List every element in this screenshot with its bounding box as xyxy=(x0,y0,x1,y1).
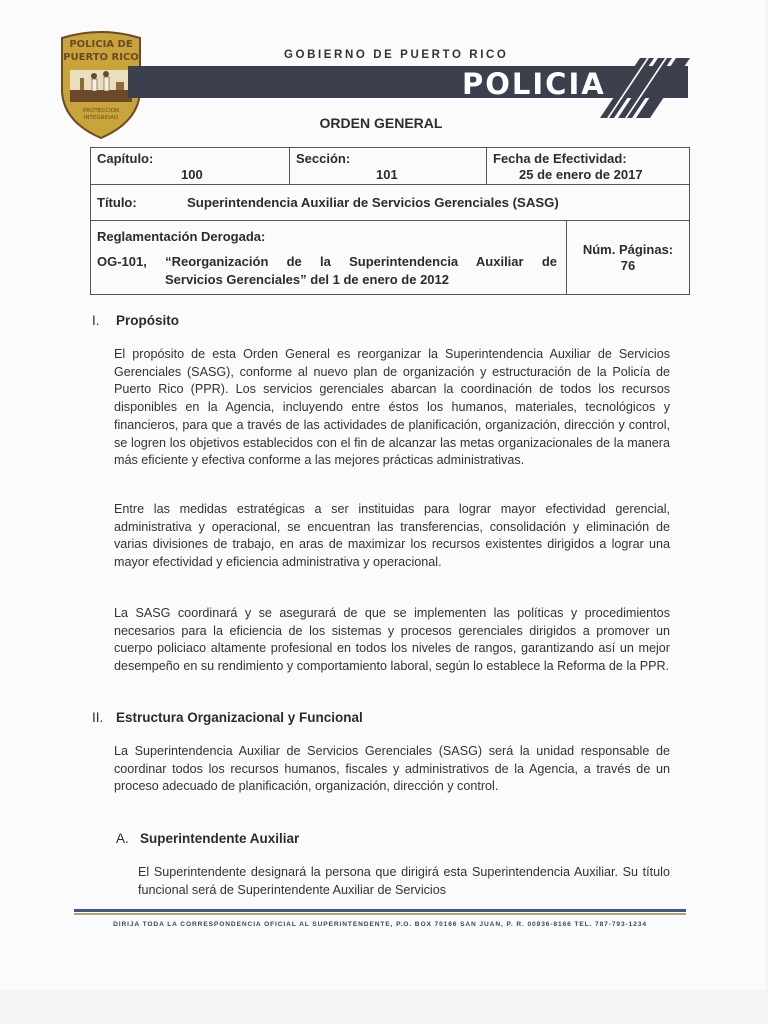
effective-date-value: 25 de enero de 2017 xyxy=(519,167,643,182)
section-2-title: Estructura Organizacional y Funcional xyxy=(116,710,363,725)
info-table xyxy=(90,147,690,295)
section-value: 101 xyxy=(376,167,398,182)
badge-line-1: POLICIA DE xyxy=(69,39,133,50)
footer-rule-blue xyxy=(74,909,686,912)
government-title: GOBIERNO DE PUERTO RICO xyxy=(284,49,509,61)
repealed-cell xyxy=(91,221,567,294)
document-type: ORDEN GENERAL xyxy=(319,115,443,131)
subsection-a-paragraph-1: El Superintendente designará la persona que dirigirá esta Superintendencia Auxiliar. Su título funcional será de Superintendente Auxiliar de Servicios xyxy=(138,865,670,897)
section-1-paragraph-3: La SASG coordinará y se asegurará de que se implementen las políticas y procedimientos necesarios para la eficiencia de los sistemas y procesos gerenciales dirigidos a promover un cuerpo policiaco altamente profesional en todos los niveles de rangos, garantizando así un mejor desempeño en su rendimiento y comportamiento laboral, según lo establece la Reforma de la PPR. xyxy=(114,606,670,674)
section-2-heading xyxy=(92,710,363,725)
table-row xyxy=(91,185,689,221)
badge-line-2: PUERTO RICO xyxy=(63,52,139,63)
badge-motto-1: PROTECCION xyxy=(82,108,120,114)
pages-label: Núm. Páginas: xyxy=(582,242,674,257)
title-label: Título: xyxy=(97,195,137,210)
chapter-value: 100 xyxy=(181,167,203,182)
section-1-number: I. xyxy=(92,313,100,328)
pages-cell xyxy=(567,221,689,294)
subsection-a-title: Superintendente Auxiliar xyxy=(140,831,300,846)
section-2-paragraph-1: La Superintendencia Auxiliar de Servicios Gerenciales (SASG) será la unidad responsable de coordinar todos los recursos humanos, fiscales y administrativos de la Agencia, a través de un proceso adecuado de planificación, organización, dirección y control. xyxy=(114,744,670,794)
chapter-label: Capítulo: xyxy=(97,151,154,166)
effective-date-cell xyxy=(487,148,689,184)
footer-contact-line: DIRIJA TODA LA CORRESPONDENCIA OFICIAL AL SUPERINTENDENTE, P.O. BOX 70166 SAN JUAN, P. R. 00936-8166 TEL. 787-793-1234 xyxy=(113,921,647,928)
subsection-a-heading xyxy=(116,831,299,846)
section-1-title: Propósito xyxy=(116,313,179,328)
effective-date-label: Fecha de Efectividad: xyxy=(493,151,627,166)
subsection-a-letter: A. xyxy=(116,831,129,846)
section-cell xyxy=(290,148,487,184)
repealed-line-1: OG-101, “Reorganización de la Superintendencia Auxiliar de xyxy=(97,254,557,269)
title-value: Superintendencia Auxiliar de Servicios Gerenciales (SASG) xyxy=(187,195,559,210)
policia-wordmark: POLICIA xyxy=(462,67,606,101)
footer-rule-gold xyxy=(74,913,686,915)
section-1-heading xyxy=(92,313,179,328)
section-1-paragraph-2: Entre las medidas estratégicas a ser instituidas para lograr mayor efectividad gerencial, administrativa y operacional, se encuentran las transferencias, consolidación y eliminación de varias divisiones de trabajo, en aras de maximizar los recursos existentes dirigidos a lograr una mayor efectividad y eficiencia administrativa y operacional. xyxy=(114,502,670,570)
section-2-number: II. xyxy=(92,710,104,725)
table-row xyxy=(91,221,689,294)
section-label: Sección: xyxy=(296,151,351,166)
repealed-line-2: Servicios Gerenciales” del 1 de enero de 2012 xyxy=(165,272,449,287)
chapter-cell xyxy=(91,148,290,184)
section-1-paragraph-1: El propósito de esta Orden General es reorganizar la Superintendencia Auxiliar de Servicios Gerenciales (SASG), conforme al nuevo plan de organización y estructuración de la Policía de Puerto Rico (PPR). Los servicios gerenciales abarcan la coordinación de todos los recursos disponibles en la Agencia, incluyendo entre éstos los humanos, materiales, tecnológicos y financieros, para que a través de las actividades de planificación, organización, dirección y control, se logren los objetivos establecidos con el fin de alcanzar las metas organizacionales de la manera más eficiente y efectiva conforme a las mejores prácticas administrativas. xyxy=(114,347,670,468)
badge-motto-2: INTEGRIDAD xyxy=(83,115,119,121)
table-row xyxy=(91,148,689,185)
repealed-label: Reglamentación Derogada: xyxy=(97,229,266,244)
pages-value: 76 xyxy=(620,258,636,273)
